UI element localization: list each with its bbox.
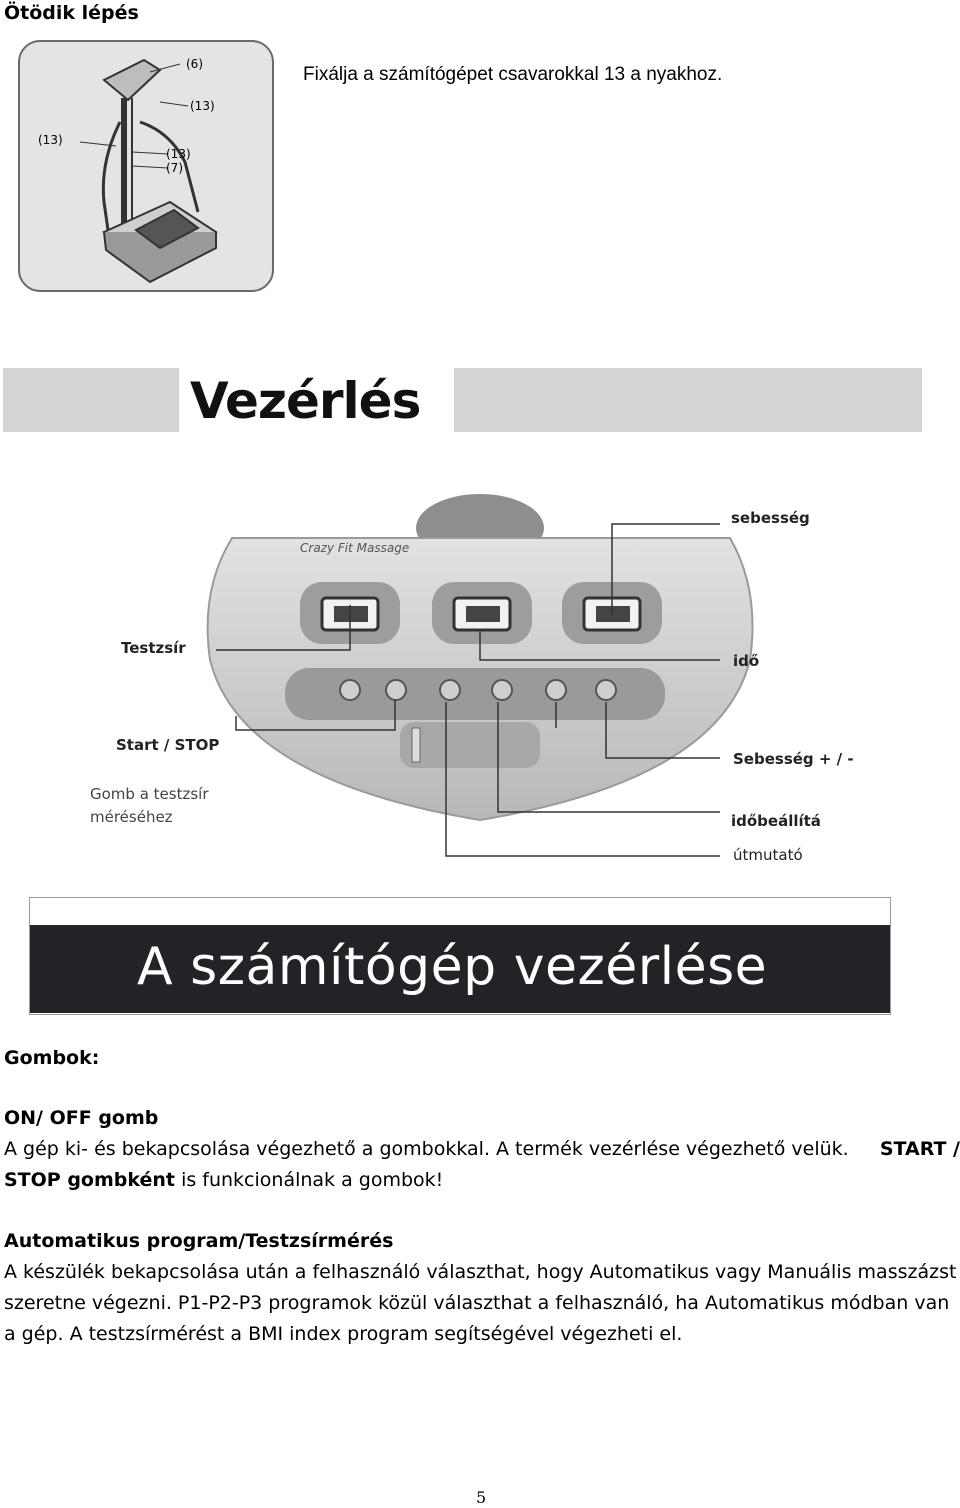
label-idobeallita: időbeállítá bbox=[731, 812, 821, 830]
label-start-stop: Start / STOP bbox=[116, 736, 220, 754]
label-gomb-line1: Gomb a testzsír bbox=[90, 785, 209, 803]
label-ido: idő bbox=[733, 652, 760, 670]
label-utmutato: útmutató bbox=[733, 846, 803, 864]
onoff-rest: is funkcionálnak a gombok! bbox=[181, 1169, 444, 1191]
gombok-heading: Gombok: bbox=[4, 1047, 100, 1069]
label-sebesseg-plus-minus: Sebesség + / - bbox=[733, 750, 854, 768]
onoff-text: A gép ki- és bekapcsolása végezhető a gombokkal. A termék vezérlése végezhető velük. bbox=[4, 1138, 849, 1160]
auto-line2: szeretne végezni. P1-P2-P3 programok közül választhat a felhasználó, ha Automatikus módban van bbox=[4, 1292, 950, 1314]
lower-icons-bg bbox=[400, 722, 540, 768]
figure-label-6: (6) bbox=[186, 57, 203, 71]
console-shape bbox=[104, 60, 160, 100]
onoff-line2 bbox=[4, 1165, 443, 1196]
machine-assembly-figure bbox=[18, 40, 274, 292]
label-sebesseg: sebesség bbox=[731, 509, 810, 527]
step-instruction: Fixálja a számítógépet csavarokkal 13 a nyakhoz. bbox=[303, 64, 723, 85]
onoff-bold-stop: STOP gombként bbox=[4, 1169, 176, 1191]
page-number: 5 bbox=[476, 1488, 487, 1507]
label-gomb-testzsir bbox=[90, 783, 209, 829]
onoff-bold-start: START / bbox=[879, 1138, 960, 1160]
figure-label-13b: (13) bbox=[38, 133, 63, 147]
figure-label-13a: (13) bbox=[190, 99, 215, 113]
label-testzsir: Testzsír bbox=[121, 639, 186, 657]
figure-label-13c: (13) bbox=[166, 147, 191, 161]
step-title: Ötödik lépés bbox=[4, 2, 139, 24]
auto-title: Automatikus program/Testzsírmérés bbox=[4, 1230, 394, 1252]
figure-label-7: (7) bbox=[166, 161, 183, 175]
banner-title: A számítógép vezérlése bbox=[137, 937, 768, 997]
header-bar-right bbox=[454, 368, 922, 432]
controls-heading: Vezérlés bbox=[190, 372, 421, 430]
machine-drawing bbox=[20, 42, 272, 290]
header-bar-left bbox=[3, 368, 179, 432]
display-row bbox=[300, 582, 662, 644]
label-gomb-line2: méréséhez bbox=[90, 808, 173, 826]
auto-line1: A készülék bekapcsolása után a felhasználó választhat, hogy Automatikus vagy Manuális masszázst bbox=[4, 1261, 957, 1283]
onoff-title: ON/ OFF gomb bbox=[4, 1107, 159, 1129]
auto-line3: a gép. A testzsírmérést a BMI index program segítségével végezheti el. bbox=[4, 1323, 683, 1345]
onoff-line1 bbox=[4, 1134, 960, 1165]
panel-brand: Crazy Fit Massage bbox=[300, 541, 410, 555]
